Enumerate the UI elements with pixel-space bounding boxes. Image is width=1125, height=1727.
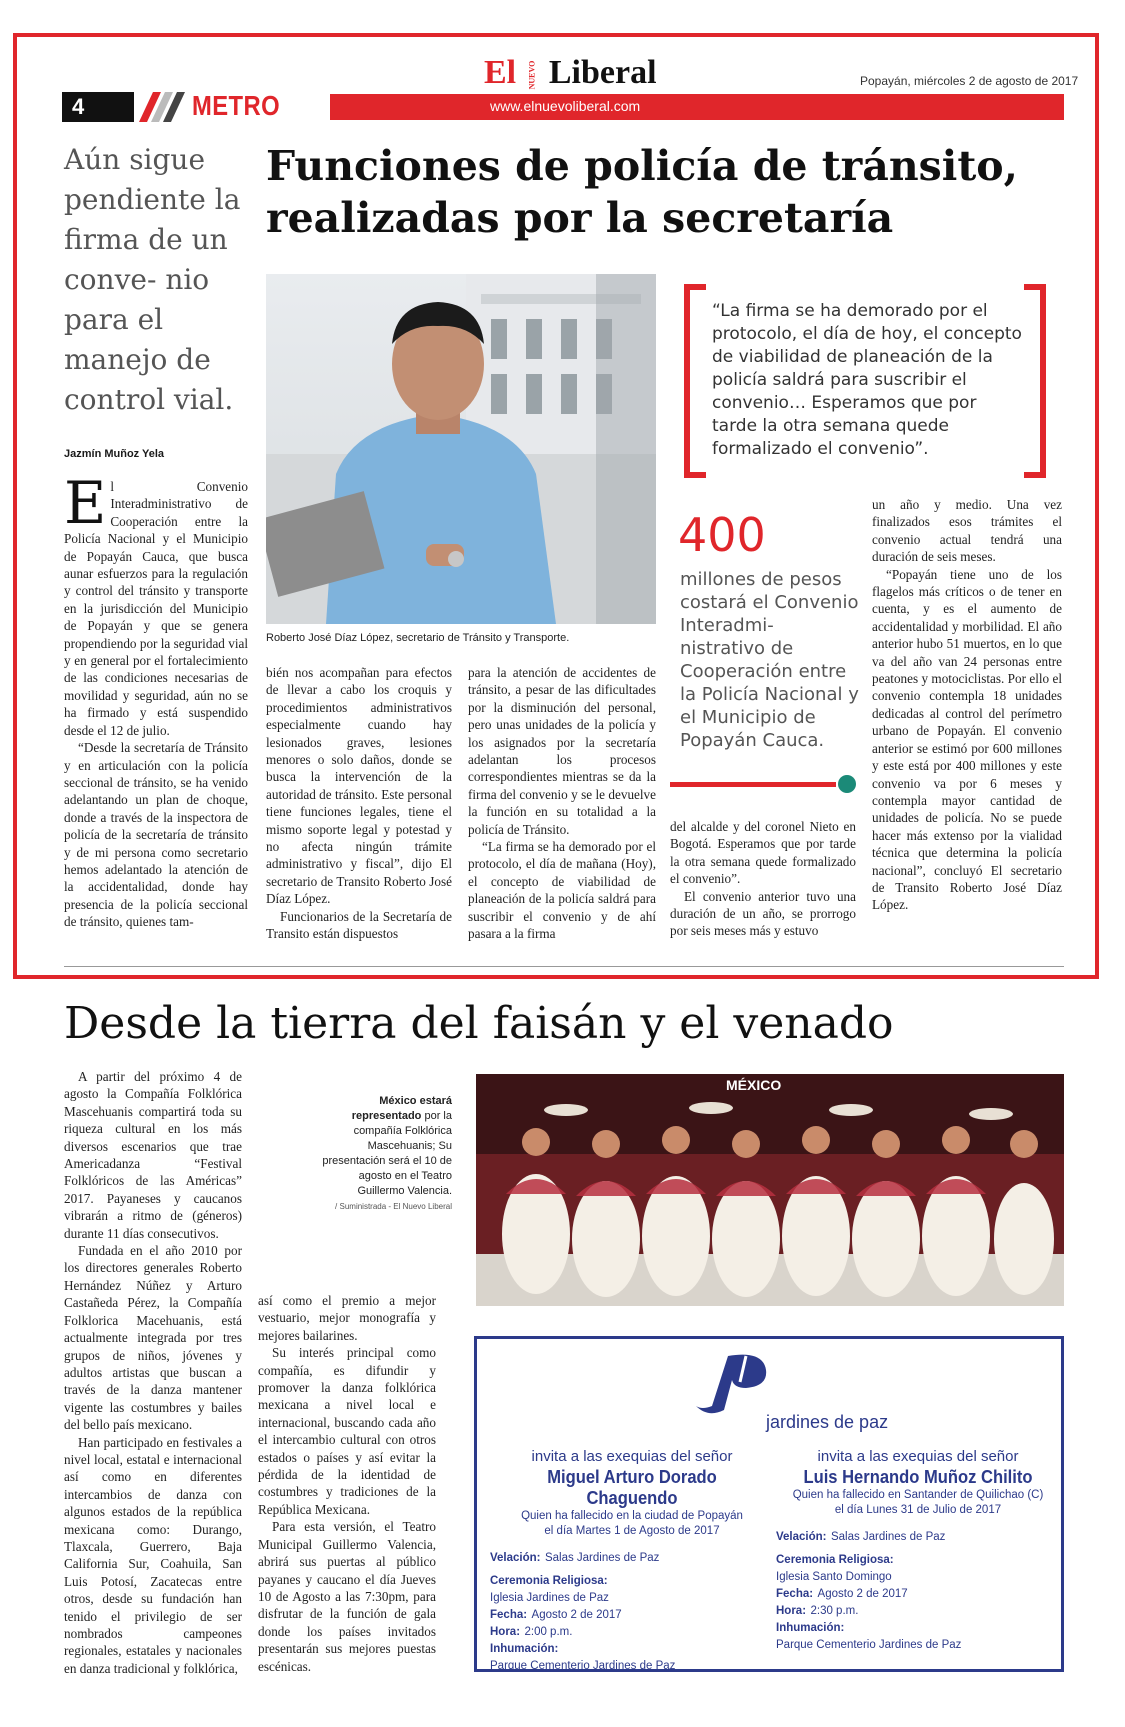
logo-nuevo: NUEVO [527, 60, 537, 90]
paragraph: bién nos acompañan para efectos de llevar a cabo los croquis y procedimientos administrativos especialmente cuando hay lesionados graves, lesiones menores o solo daños, donde se busca la intervención de la autoridad de tránsito. Este personal tiene funciones legales, tiene el mismo soporte legal y potestad y no afecta ningún trámite administrativo y fiscal”, dijo El secretario de Transito Roberto José Díaz López. [266, 665, 452, 907]
paragraph: Fundada en el año 2010 por los directores generales Roberto Hernández Núñez y Arturo Castañeda Pérez, la Compañía Folklorica Macehuanis, está actualmente integrada por tres grupos de niños, jóvenes y adultos artistas que buscan a través de la danza mantener vigente las costumbres y bailes del bello país mexicano. [64, 1243, 242, 1433]
invite-text: invita a las exequias del señor [531, 1448, 733, 1465]
paragraph: A partir del próximo 4 de agosto la Compañía Folklórica Mascehuanis compartirá toda su riqueza cultural en los más diversos escenarios que trae Americadanza “Festival Folklóricos de las Américas” 2017. Payaneses y caucanos vibrarán a ritmo de (géneros) durante 11 días consecutivos. [64, 1069, 242, 1241]
dancers-illustration [476, 1074, 1064, 1306]
paragraph: así como el premio a mejor vestuario, mejor monografía y mejores bailarines. [258, 1293, 436, 1343]
photo-caption [316, 1094, 452, 1214]
inhumacion-value: Parque Cementerio Jardines de Paz [490, 1660, 676, 1672]
caption-text: por la compañía Folklórica Mascehuanis; Su presentación será el 10 de agosto en el Teatro Guillermo Valencia. [322, 1110, 452, 1197]
death-date: el día Martes 1 de Agosto de 2017 [544, 1525, 720, 1537]
stat-text: millones de pesos costará el Convenio Interadmi- nistrativo de Cooperación entre la Policía Nacional y el Municipio de Popayán Cauca. [680, 569, 859, 751]
velacion-label: Velación: [490, 1552, 541, 1564]
site-url: www.elnuevoliberal.com [490, 98, 641, 114]
photo-credit: / Suministrada - El Nuevo Liberal [335, 1202, 452, 1211]
article-column-2 [258, 1292, 436, 1675]
ceremonia-value: Iglesia Santo Domingo [776, 1571, 892, 1583]
velacion-label: Velación: [776, 1531, 827, 1543]
paragraph: l Convenio Interadministrativo de Cooperación entre la Policía Nacional y el Municipio de Popayán Cauca, que busca aunar esfuerzos para la regulación y control del tránsito y transporte en la jurisdicción del Municipio de Popayán y que se genera propendiendo por la seguridad vial y en general por el fortalecimiento de las condiciones necesarias de movilidad y seguridad, aún no se ha firmado y está suspendido desde el 12 de julio. [64, 479, 248, 738]
death-place: Quien ha fallecido en Santander de Quilichao (C) [792, 1489, 1044, 1501]
fecha-label: Fecha: [490, 1609, 528, 1621]
inhumacion-value: Parque Cementerio Jardines de Paz [776, 1639, 962, 1651]
paragraph: Funcionarios de la Secretaría de Transito están dispuestos [266, 908, 452, 942]
article-headline: Funciones de policía de tránsito, realizadas por la secretaría [266, 142, 1018, 242]
obituary-right [776, 1448, 1060, 1653]
logo-el: El [484, 54, 517, 91]
article-column-1 [64, 1068, 242, 1677]
logo-liberal: Liberal [548, 54, 657, 91]
paragraph: “Desde la secretaría de Tránsito y en articulación con la policía seccional de tránsito, se ha venido adelantando un plan de choque, donde a través de la inspectora de policía de la secretaría de tránsito y de mi persona como secretario hemos adelantado la atención de la accidentalidad, donde hay presencia de la policía seccional de tránsito, quienes tam- [64, 740, 248, 930]
hora-value: 2:00 p.m. [524, 1626, 573, 1638]
inhumacion-label: Inhumación: [490, 1643, 559, 1655]
fecha-label: Fecha: [776, 1588, 814, 1600]
paragraph: “Popayán tiene uno de los flagelos más críticos o de tener en cuenta, y es el aumento de accidentalidad y morbilidad. El año anterior hubo 51 muertos, en lo que va del año van 24 personas entre peatones y motociclistas. Por ello el convenio contempla 18 unidades dedicadas al control del perímetro urbano de Popayán. El convenio anterior se estimó por 600 millones y este está por 400 millones y este convenio va por 6 meses y contempla mayor cantidad de unidades de policía. No se puede hacer más extenso por la vialidad técnica que determina la policía nacional”, concluyó El secretario de Transito Roberto José Díaz López. [872, 566, 1062, 913]
article-column-2 [266, 664, 452, 943]
stat-dot [838, 775, 856, 793]
hora-label: Hora: [490, 1626, 521, 1638]
obituary-left [490, 1448, 774, 1674]
section-divider [64, 966, 1064, 967]
fecha-value: Agosto 2 de 2017 [531, 1609, 622, 1621]
drop-cap: E [64, 469, 107, 537]
article-column-5 [872, 496, 1062, 914]
paragraph: Han participado en festivales a nivel local, estatal e internacional así como en diferentes intercambios de danza con algunos estados de la república mexicana como: Durango, Tlaxcala, Guerrero, Baja California Sur, Coahuila, San Luis Potosí, Zacatecas entre otros, desde su fundación han tenido el privilegio de ser nombrados campeones regionales, estatales y nacionales en danza tradicional y folklórica, [64, 1434, 242, 1676]
byline: Jazmín Muñoz Yela [64, 448, 165, 460]
paragraph: del alcalde y del coronel Nieto en Bogotá. Esperamos que por tarde la otra semana quede formalizado el convenio”. [670, 819, 856, 887]
paragraph: “La firma se ha demorado por el protocolo, el día de mañana (Hoy), el concepto de viabilidad de planeación de la policía saldrá para suscribir el convenio y de ahí pasara a la firma [468, 839, 656, 942]
dance-photo [476, 1074, 1064, 1306]
section-title: METRO [192, 90, 281, 121]
article-column-1 [64, 469, 248, 931]
death-date: el día Lunes 31 de Julio de 2017 [834, 1504, 1002, 1516]
stat-rule [670, 782, 836, 787]
article-column-3 [468, 664, 656, 943]
velacion-value: Salas Jardines de Paz [830, 1531, 946, 1543]
article-headline: Desde la tierra del faisán y el venado [64, 998, 894, 1049]
hora-label: Hora: [776, 1605, 807, 1617]
ceremonia-label: Ceremonia Religiosa: [490, 1575, 608, 1587]
article-column-4 [670, 818, 856, 940]
pull-quote: “La firma se ha demorado por el protocolo, el día de hoy, el concepto de viabilidad de planeación de la policía saldrá para suscribir el convenio… Esperamos que por tarde la otra semana quede formalizado el convenio”. [712, 301, 1022, 459]
newspaper-logo [484, 56, 657, 92]
quote-bracket-right [1024, 284, 1046, 478]
ceremonia-label: Ceremonia Religiosa: [776, 1554, 894, 1566]
page-number: 4 [62, 92, 134, 122]
article-photo [266, 274, 656, 624]
hora-value: 2:30 p.m. [810, 1605, 859, 1617]
header-bar [330, 94, 1064, 120]
portrait-illustration [266, 274, 656, 624]
paragraph: El convenio anterior tuvo una duración de un año, se prorrogo por seis meses más y estuvo [670, 888, 856, 939]
paragraph: un año y medio. Una vez finalizados esos trámites el convenio actual tendrá una duración de seis meses. [872, 497, 1062, 565]
paragraph: Su interés principal como compañía, es difundir y promover la danza folklórica mexicana a nivel local e internacional, buscando cada año el intercambio cultural con otros estados o países y así evitar la pérdida de la identidad de costumbres y tradiciones de la República Mexicana. [258, 1345, 436, 1517]
article-subhead: Aún sigue pendiente la firma de un conve- nio para el manejo de control vial. [64, 143, 241, 416]
ceremonia-value: Iglesia Jardines de Paz [490, 1592, 609, 1604]
deceased-name: Miguel Arturo Dorado Chaguendo [547, 1467, 717, 1508]
quote-bracket-left [684, 284, 706, 478]
inhumacion-label: Inhumación: [776, 1622, 845, 1634]
dateline: Popayán, miércoles 2 de agosto de 2017 [860, 74, 1079, 88]
stat-number: 400 [678, 508, 766, 562]
caption-lead: México estará representado [351, 1095, 452, 1122]
deceased-name: Luis Hernando Muñoz Chilito [803, 1467, 1033, 1487]
paragraph: Para esta versión, el Teatro Municipal Guillermo Valencia, abrirá sus puertas al público payanes y caucano el día Jueves 10 de Agosto a las 7:30pm, para disfrutar de la función de gala donde los países invitados presentarán sus mejores puestas escénicas. [258, 1519, 436, 1674]
velacion-value: Salas Jardines de Paz [544, 1552, 660, 1564]
photo-caption: Roberto José Díaz López, secretario de Tránsito y Transporte. [266, 632, 570, 644]
ad-brand: jardines de paz [766, 1412, 889, 1432]
death-place: Quien ha fallecido en la ciudad de Popayán [521, 1510, 743, 1522]
invite-text: invita a las exequias del señor [817, 1448, 1019, 1465]
fecha-value: Agosto 2 de 2017 [817, 1588, 908, 1600]
photo-banner: MÉXICO [726, 1077, 782, 1093]
paragraph: para la atención de accidentes de tránsito, a pesar de las dificultades por la disminución del personal, pero unas unidades de la policía y los asignados por la secretaría adelantan los procesos correspondientes mientras se da la firma del convenio y se le devuelve la función en su totalidad a la policía de Tránsito. [468, 665, 656, 837]
